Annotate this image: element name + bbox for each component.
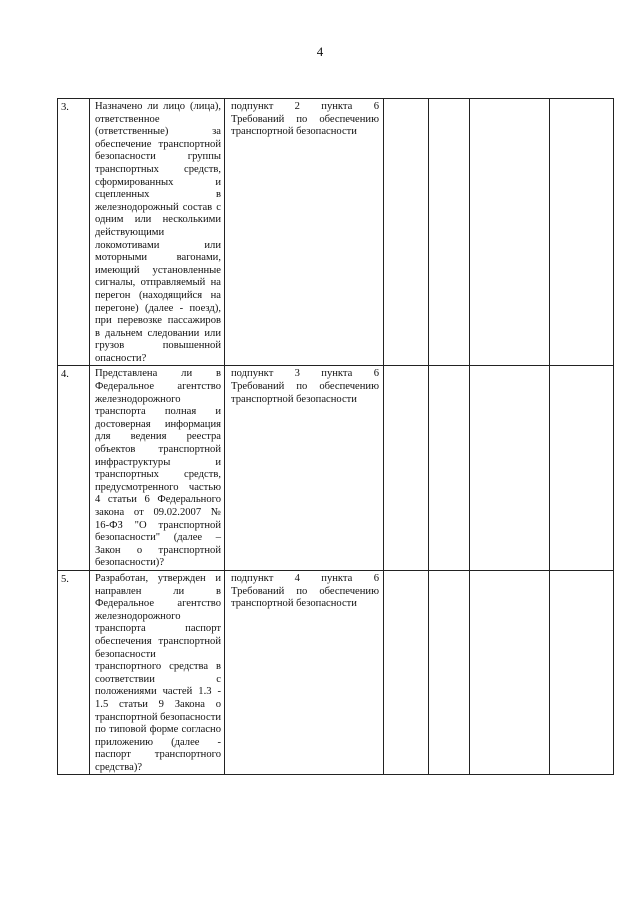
question-line: перегоне) (далее - поезд), xyxy=(95,302,221,314)
reference-line: подпункт 3 пункта 6 xyxy=(231,368,379,380)
question-line: железнодорожного xyxy=(95,610,181,622)
question-line: Назначено ли лицо (лица), xyxy=(95,101,221,112)
question-line: ответственное xyxy=(95,113,160,125)
requirement-reference-cell xyxy=(225,570,384,775)
question-line: транспортных средств, xyxy=(95,163,221,175)
question-line: Представлена ли в xyxy=(95,368,221,380)
question-line: перегон (находящийся на xyxy=(95,289,221,301)
question-line: одним или несколькими xyxy=(95,214,221,226)
question-line: предусмотренного частью xyxy=(95,481,221,493)
reference-line: Требований по обеспечению xyxy=(231,381,379,393)
question-line: безопасности)? xyxy=(95,557,165,569)
reference-line: подпункт 4 пункта 6 xyxy=(231,572,379,584)
answer-cell-1[interactable] xyxy=(384,570,429,775)
question-line: транспортного средства в xyxy=(95,661,221,673)
question-line: транспортной безопасности xyxy=(95,711,221,723)
answer-cell-2[interactable] xyxy=(429,99,470,366)
question-line: инфраструктуры и xyxy=(95,456,221,468)
table-row xyxy=(58,570,614,775)
reference-line: транспортной безопасности xyxy=(231,598,357,610)
requirement-reference-cell xyxy=(225,366,384,571)
question-line: обеспечение транспортной xyxy=(95,138,221,150)
question-line: приложению (далее - xyxy=(95,736,221,748)
question-line: безопасности" (далее – xyxy=(95,532,221,544)
question-line: соответствии с xyxy=(95,673,221,685)
question-line: Закон о транспортной xyxy=(95,544,221,556)
question-line: закона от 09.02.2007 № xyxy=(95,507,221,518)
table-row xyxy=(58,99,614,366)
answer-cell-1[interactable] xyxy=(384,99,429,366)
question-line: средства)? xyxy=(95,761,143,773)
question-line: сформированных и xyxy=(95,176,221,188)
question-line: имеющий установленные xyxy=(95,264,221,276)
answer-cell-4[interactable] xyxy=(550,570,614,775)
question-line: объектов транспортной xyxy=(95,444,221,456)
question-line: 1.5 статьи 9 Закона о xyxy=(95,698,221,710)
question-cell xyxy=(90,366,225,571)
question-line: сигналы, отправляемый на xyxy=(95,277,221,289)
row-number: 3. xyxy=(58,99,90,366)
answer-cell-3[interactable] xyxy=(470,570,550,775)
reference-line: Требований по обеспечению xyxy=(231,113,379,125)
row-number: 4. xyxy=(58,366,90,571)
question-line: по типовой форме согласно xyxy=(95,724,221,736)
question-cell xyxy=(90,570,225,775)
answer-cell-4[interactable] xyxy=(550,366,614,571)
question-line: паспорт транспортного xyxy=(95,749,221,761)
question-line: безопасности xyxy=(95,648,156,660)
question-line: безопасности группы xyxy=(95,151,221,163)
reference-line: Требований по обеспечению xyxy=(231,585,379,597)
question-line: направлен ли в xyxy=(95,585,221,597)
reference-line: подпункт 2 пункта 6 xyxy=(231,101,379,112)
question-line: Федеральное агентство xyxy=(95,381,221,393)
question-line: железнодорожного xyxy=(95,393,181,405)
question-cell xyxy=(90,99,225,366)
question-line: транспорта полная и xyxy=(95,406,221,418)
page-number: 4 xyxy=(316,44,324,59)
question-line: в дальнем следовании или xyxy=(95,327,221,339)
checklist-table xyxy=(57,98,614,775)
question-line: транспортных средств, xyxy=(95,469,221,481)
question-line: положениями частей 1.3 - xyxy=(95,686,221,698)
answer-cell-4[interactable] xyxy=(550,99,614,366)
question-line: локомотивами или xyxy=(95,239,221,251)
requirement-reference-cell xyxy=(225,99,384,366)
question-line: (ответственные) за xyxy=(95,126,221,138)
answer-cell-3[interactable] xyxy=(470,366,550,571)
answer-cell-1[interactable] xyxy=(384,366,429,571)
question-line: при перевозке пассажиров xyxy=(95,315,221,327)
question-line: сцепленных в xyxy=(95,189,221,201)
question-line: 16-ФЗ "О транспортной xyxy=(95,519,221,531)
table-row xyxy=(58,366,614,571)
question-line: моторными вагонами, xyxy=(95,252,221,264)
question-line: для ведения реестра xyxy=(95,431,221,443)
question-line: транспорта паспорт xyxy=(95,623,221,635)
question-line: опасности? xyxy=(95,352,147,364)
question-line: Разработан, утвержден и xyxy=(95,572,221,584)
question-line: 4 статьи 6 Федерального xyxy=(95,494,221,506)
answer-cell-2[interactable] xyxy=(429,366,470,571)
answer-cell-3[interactable] xyxy=(470,99,550,366)
question-line: железнодорожный состав с xyxy=(95,201,221,213)
question-line: обеспечения транспортной xyxy=(95,635,221,647)
question-line: действующими xyxy=(95,226,165,238)
question-line: грузов повышенной xyxy=(95,340,221,352)
answer-cell-2[interactable] xyxy=(429,570,470,775)
reference-line: транспортной безопасности xyxy=(231,126,357,138)
question-line: Федеральное агентство xyxy=(95,598,221,610)
row-number: 5. xyxy=(58,570,90,775)
reference-line: транспортной безопасности xyxy=(231,393,357,405)
question-line: достоверная информация xyxy=(95,418,221,430)
